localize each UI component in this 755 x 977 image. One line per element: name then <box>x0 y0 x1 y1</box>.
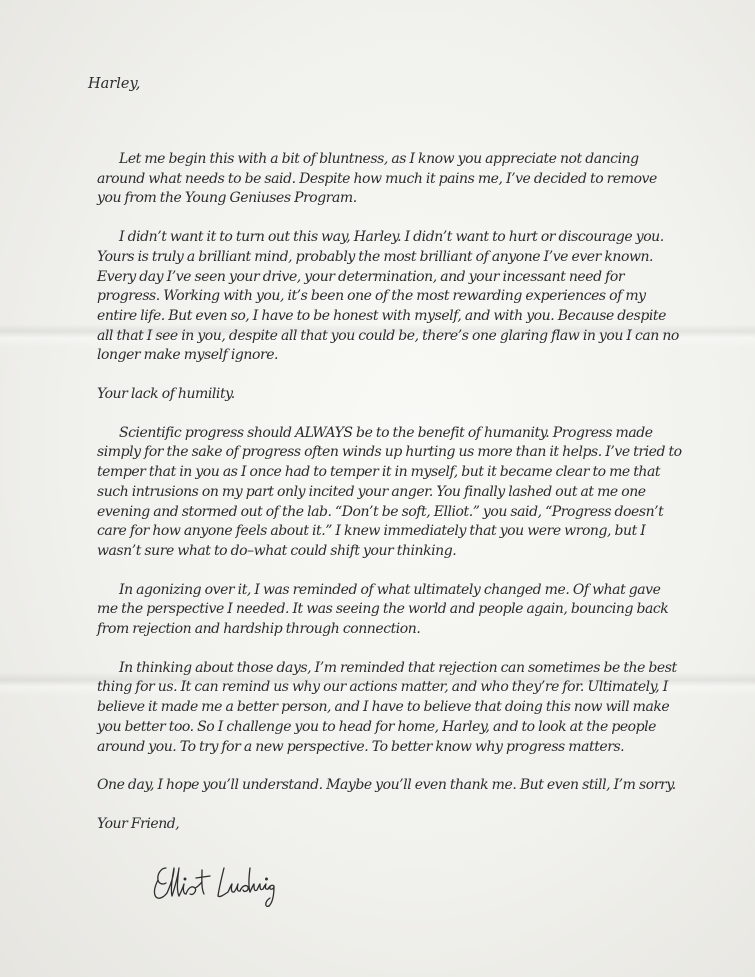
letter-closing: Your Friend, <box>97 815 180 832</box>
letter-paragraph-7: One day, I hope you’ll understand. Maybe you’ll even thank me. But even still, I’m sorry. <box>97 777 676 794</box>
letter-paragraph-3: Your lack of humility. <box>97 386 235 403</box>
letter-paragraph-1: Let me begin this with a bit of bluntness, as I know you appreciate not dancing around what needs to be said. Despite how much it pains me, I’ve decided to remove you from the Young Geniuses Program. <box>97 151 657 207</box>
handwritten-signature <box>152 860 282 910</box>
letter-paragraph-6: In thinking about those days, I’m reminded that rejection can sometimes be the best thing for us. It can remind us why our actions matter, and who they’re for. Ultimately, I believe it made me a better person, and I have to believe that doing this now will make you better too. So I challenge you to head for home, Harley, and to look at the people around you. To try for a new perspective. To better know why progress matters. <box>97 659 677 755</box>
letter-salutation: Harley, <box>88 76 141 92</box>
letter-paragraph-5: In agonizing over it, I was reminded of what ultimately changed me. Of what gave me the perspective I needed. It was seeing the world and people again, bouncing back from rejection and hardship through connection. <box>97 581 669 638</box>
letter-paragraph-2: I didn’t want it to turn out this way, Harley. I didn’t want to hurt or discourage you. Yours is truly a brilliant mind, probably the most brilliant of anyone I’ve ever known. Every day I’ve seen your drive, your determination, and your incessant need for progress. Working with you, it’s been one of the most rewarding experiences of my entire life. But even so, I have to be honest with myself, and with you. Because despite all that I see in you, despite all that you could be, there’s one glaring flaw in you I can no longer make myself ignore. <box>97 229 679 364</box>
letter-body <box>97 150 682 854</box>
letter-paragraph-4: Scientific progress should ALWAYS be to the benefit of humanity. Progress made simply for the sake of progress often winds up hurting us more than it helps. I’ve tried to temper that in you as I once had to temper it in myself, but it became clear to me that such intrusions on my part only incited your anger. You finally lashed out at me one evening and stormed out of the lab. “Don’t be soft, Elliot.” you said, “Progress doesn’t care for how anyone feels about it.” I knew immediately that you were wrong, but I wasn’t sure what to do–what could shift your thinking. <box>97 424 682 559</box>
